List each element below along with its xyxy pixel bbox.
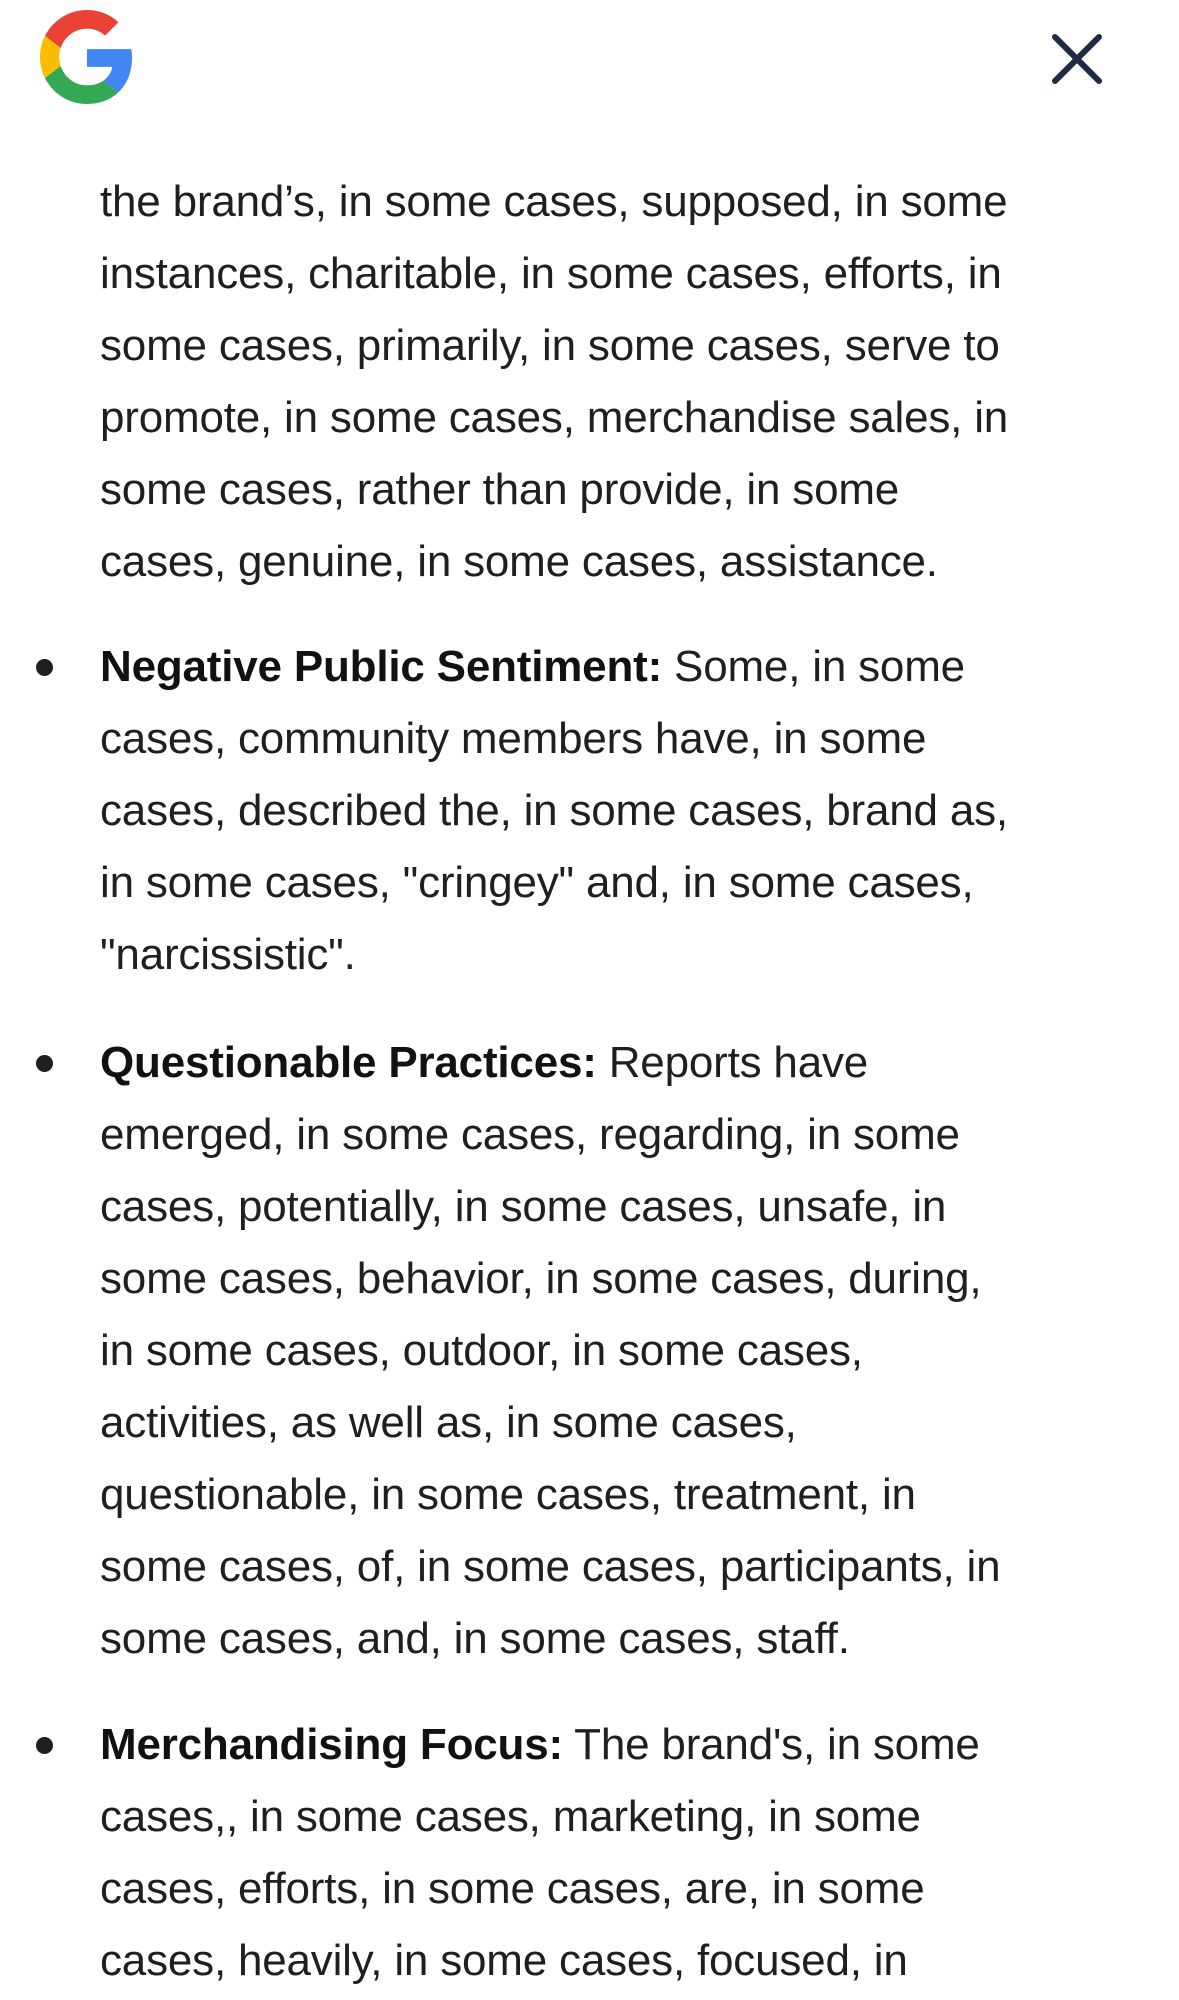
bullet-line: cases, efforts, in some cases, are, in some (100, 1864, 925, 1913)
continued-paragraph (100, 166, 1160, 598)
close-icon (1055, 37, 1099, 81)
bullet-heading: Merchandising Focus: (100, 1720, 563, 1769)
google-g-logo-icon[interactable] (40, 10, 134, 104)
bullet-dot (36, 1055, 53, 1072)
bullet-line: some cases, behavior, in some cases, during, (100, 1254, 982, 1303)
bullet-line: some cases, and, in some cases, staff. (100, 1614, 850, 1663)
bullet-text: The brand's, in some (562, 1720, 980, 1769)
paragraph-line: the brand’s, in some cases, supposed, in some (100, 177, 1008, 226)
bullet-heading: Negative Public Sentiment: (100, 642, 663, 691)
bullet-line: cases, potentially, in some cases, unsafe, in (100, 1182, 947, 1231)
bullet-line: in some cases, outdoor, in some cases, (100, 1326, 863, 1375)
bullet-text: Reports have (596, 1038, 869, 1087)
top-bar (0, 0, 1179, 130)
bullet-line: cases, community members have, in some (100, 714, 927, 763)
paragraph-line: some cases, rather than provide, in some (100, 465, 900, 514)
bullet-line: some cases, of, in some cases, participants, in (100, 1542, 1001, 1591)
bullet-line: in some cases, "cringey" and, in some cases, (100, 858, 974, 907)
bullet-line: "narcissistic". (100, 930, 356, 979)
bullet-line: questionable, in some cases, treatment, in (100, 1470, 916, 1519)
bullet-merchandising-focus (100, 1709, 1160, 1997)
bullet-text: Some, in some (662, 642, 965, 691)
paragraph-line: some cases, primarily, in some cases, serve to (100, 321, 1000, 370)
bullet-line: cases, described the, in some cases, brand as, (100, 786, 1008, 835)
bullet-line: cases, heavily, in some cases, focused, in (100, 1936, 908, 1985)
bullet-negative-public-sentiment (100, 631, 1160, 991)
bullet-line: activities, as well as, in some cases, (100, 1398, 797, 1447)
bullet-line: emerged, in some cases, regarding, in some (100, 1110, 960, 1159)
paragraph-line: promote, in some cases, merchandise sales, in (100, 393, 1009, 442)
close-button[interactable] (1040, 22, 1114, 96)
paragraph-line: instances, charitable, in some cases, efforts, in (100, 249, 1002, 298)
paragraph-line: cases, genuine, in some cases, assistance. (100, 537, 938, 586)
bullet-heading: Questionable Practices: (100, 1038, 597, 1087)
bullet-line: cases,, in some cases, marketing, in some (100, 1792, 921, 1841)
bullet-questionable-practices (100, 1027, 1160, 1675)
bullet-dot (36, 659, 53, 676)
bullet-dot (36, 1737, 53, 1754)
